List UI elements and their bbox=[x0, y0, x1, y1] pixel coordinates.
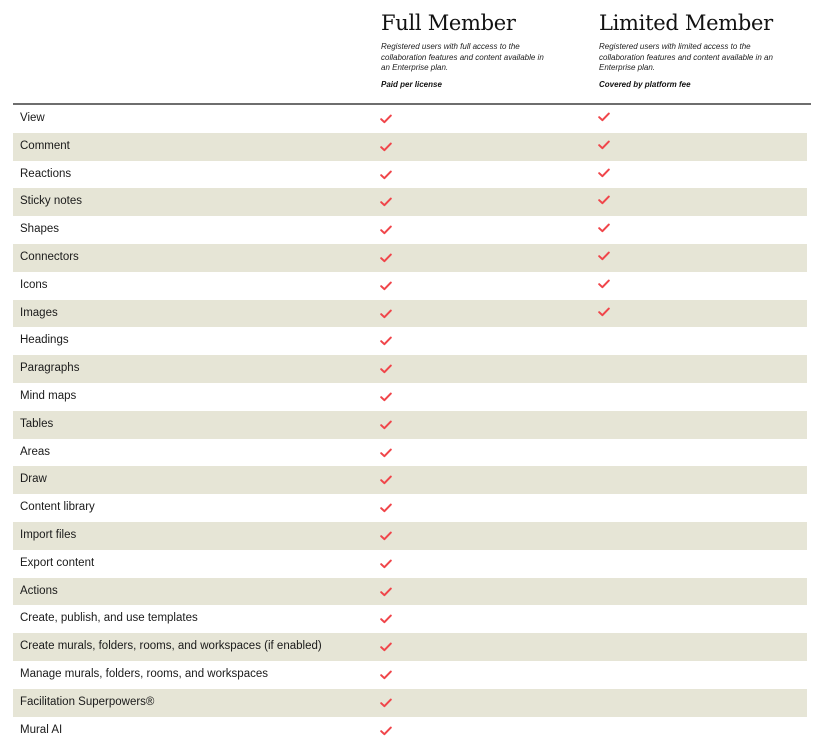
feature-row bbox=[13, 300, 807, 328]
checkmark-icon bbox=[598, 279, 610, 289]
checkmark-icon bbox=[380, 225, 392, 235]
feature-row bbox=[13, 578, 807, 606]
feature-label: Icons bbox=[20, 278, 48, 291]
checkmark-icon bbox=[380, 670, 392, 680]
checkmark-icon bbox=[380, 698, 392, 708]
limited-member-column-header bbox=[599, 8, 779, 89]
feature-row bbox=[13, 411, 807, 439]
comparison-header bbox=[0, 0, 815, 104]
feature-row bbox=[13, 661, 807, 689]
feature-comparison-table bbox=[13, 105, 807, 744]
feature-label: Content library bbox=[20, 501, 95, 514]
feature-label: Manage murals, folders, rooms, and workspaces bbox=[20, 667, 268, 680]
feature-label: Headings bbox=[20, 334, 69, 347]
full-member-title: Full Member bbox=[381, 11, 516, 35]
feature-label: Export content bbox=[20, 556, 95, 569]
feature-label: Images bbox=[20, 306, 58, 319]
limited-member-description: Registered users with limited access to the collaboration features and content available in an Enterprise plan. bbox=[599, 42, 773, 72]
feature-label: View bbox=[20, 112, 45, 124]
feature-row bbox=[13, 633, 807, 661]
checkmark-icon bbox=[380, 253, 392, 263]
checkmark-icon bbox=[598, 168, 610, 178]
feature-label: Mind maps bbox=[20, 389, 77, 402]
feature-row bbox=[13, 161, 807, 189]
checkmark-icon bbox=[380, 531, 392, 541]
checkmark-icon bbox=[598, 251, 610, 261]
checkmark-icon bbox=[380, 448, 392, 458]
checkmark-icon bbox=[598, 140, 610, 150]
feature-label: Reactions bbox=[20, 167, 72, 180]
feature-label: Sticky notes bbox=[20, 195, 82, 208]
feature-row bbox=[13, 605, 807, 633]
full-member-price-note: Paid per license bbox=[381, 79, 442, 89]
limited-member-title: Limited Member bbox=[599, 11, 773, 35]
feature-row bbox=[13, 550, 807, 578]
checkmark-icon bbox=[380, 197, 392, 207]
checkmark-icon bbox=[380, 503, 392, 513]
feature-row bbox=[13, 383, 807, 411]
feature-row bbox=[13, 355, 807, 383]
checkmark-icon bbox=[380, 114, 392, 124]
feature-row bbox=[13, 439, 807, 467]
checkmark-icon bbox=[598, 195, 610, 205]
feature-label: Import files bbox=[20, 528, 77, 541]
full-member-column-header bbox=[381, 8, 551, 89]
checkmark-icon bbox=[380, 142, 392, 152]
checkmark-icon bbox=[380, 614, 392, 624]
feature-label: Paragraphs bbox=[20, 362, 80, 375]
feature-row bbox=[13, 717, 807, 744]
feature-label: Shapes bbox=[20, 223, 60, 236]
feature-label: Actions bbox=[20, 584, 58, 597]
feature-label: Draw bbox=[20, 473, 47, 486]
feature-label: Mural AI bbox=[20, 723, 63, 736]
full-member-description: Registered users with full access to the collaboration features and content available in an Enterprise plan. bbox=[381, 42, 544, 72]
feature-label: Facilitation Superpowers® bbox=[20, 695, 155, 708]
checkmark-icon bbox=[380, 726, 392, 736]
checkmark-icon bbox=[380, 336, 392, 346]
checkmark-icon bbox=[380, 587, 392, 597]
checkmark-icon bbox=[380, 170, 392, 180]
feature-row bbox=[13, 244, 807, 272]
checkmark-icon bbox=[598, 307, 610, 317]
checkmark-icon bbox=[380, 475, 392, 485]
feature-row bbox=[13, 188, 807, 216]
feature-row bbox=[13, 133, 807, 161]
checkmark-icon bbox=[380, 281, 392, 291]
checkmark-icon bbox=[598, 223, 610, 233]
feature-row bbox=[13, 689, 807, 717]
checkmark-icon bbox=[380, 420, 392, 430]
checkmark-icon bbox=[598, 112, 610, 122]
feature-row bbox=[13, 216, 807, 244]
feature-row bbox=[13, 522, 807, 550]
feature-row bbox=[13, 494, 807, 522]
checkmark-icon bbox=[380, 642, 392, 652]
feature-label: Comment bbox=[20, 139, 70, 152]
checkmark-icon bbox=[380, 559, 392, 569]
checkmark-icon bbox=[380, 364, 392, 374]
feature-label: Create murals, folders, rooms, and workspaces (if enabled) bbox=[20, 640, 322, 653]
feature-label: Create, publish, and use templates bbox=[20, 612, 198, 625]
feature-row bbox=[13, 327, 807, 355]
checkmark-icon bbox=[380, 309, 392, 319]
feature-label: Tables bbox=[20, 417, 54, 430]
limited-member-price-note: Covered by platform fee bbox=[599, 79, 691, 89]
feature-row bbox=[13, 105, 807, 133]
feature-row bbox=[13, 466, 807, 494]
feature-label: Connectors bbox=[20, 250, 79, 263]
feature-row bbox=[13, 272, 807, 300]
checkmark-icon bbox=[380, 392, 392, 402]
feature-label: Areas bbox=[20, 445, 51, 458]
